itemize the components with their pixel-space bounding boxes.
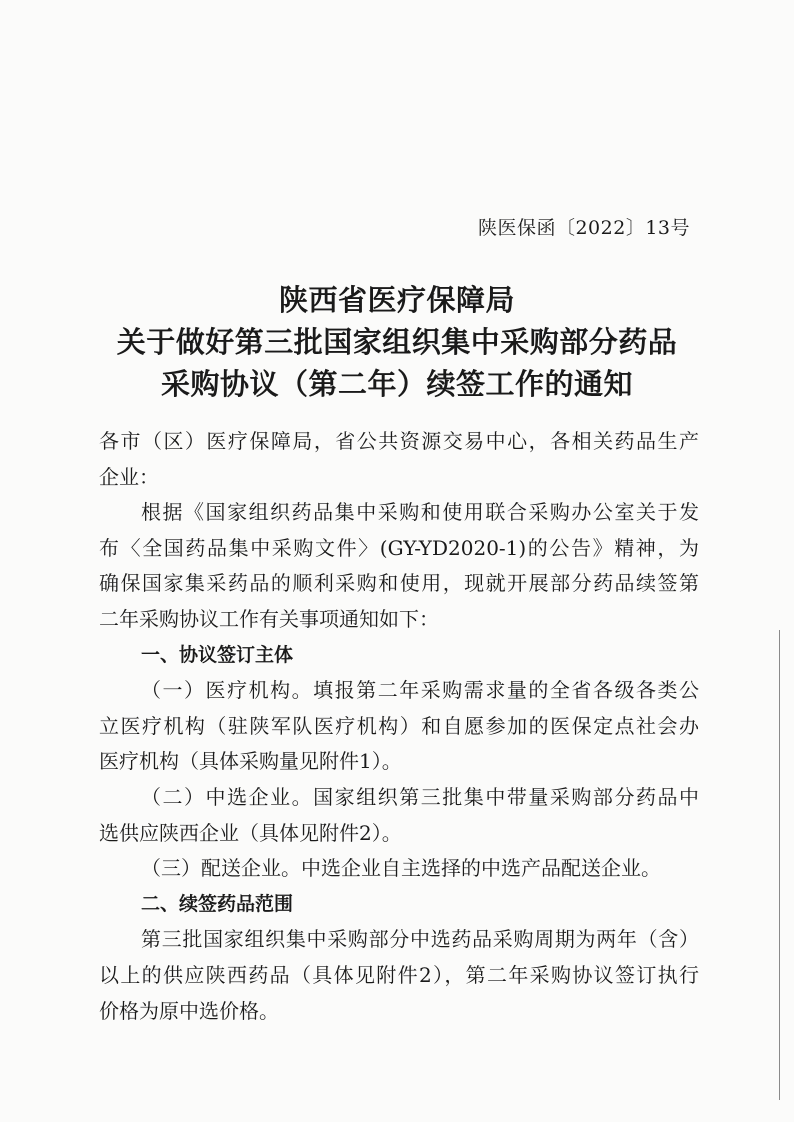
section-2-line-1: 第三批国家组织集中采购部分中选药品采购周期为两年（含） <box>141 927 699 952</box>
title-line-1: 陕西省医疗保障局 <box>278 283 515 317</box>
intro-line-2: 布〈全国药品集中采购文件〉(GY-YD2020-1)的公告》精神，为 <box>99 535 699 560</box>
section-1-item-2-line-2: 选供应陕西企业（具体见附件2）。 <box>99 820 402 845</box>
intro-line-3: 确保国家集采药品的顺利采购和使用，现就开展部分药品续签第 <box>99 571 699 596</box>
section-1-heading: 一、协议签订主体 <box>141 643 294 666</box>
section-1-item-3-line-1: （三）配送企业。中选企业自主选择的中选产品配送企业。 <box>141 856 661 881</box>
section-2-line-2: 以上的供应陕西药品（具体见附件2），第二年采购协议签订执行 <box>99 962 699 987</box>
section-2-heading: 二、续签药品范围 <box>141 892 294 915</box>
section-1-item-1-line-1: （一）医疗机构。填报第二年采购需求量的全省各级各类公 <box>141 678 699 703</box>
document-number: 陕医保函〔2022〕13号 <box>477 217 690 239</box>
intro-line-4: 二年采购协议工作有关事项通知如下： <box>99 606 439 631</box>
document-body <box>99 424 699 1029</box>
section-1-item-1-line-3: 医疗机构（具体采购量见附件1）。 <box>99 749 402 774</box>
page-edge-line <box>779 630 780 1100</box>
intro-line-1: 根据《国家组织药品集中采购和使用联合采购办公室关于发 <box>141 500 699 525</box>
addressee-line-1: 各市（区）医疗保障局，省公共资源交易中心，各相关药品生产 <box>99 429 699 453</box>
title-line-2: 关于做好第三批国家组织集中采购部分药品 <box>116 325 678 359</box>
section-1-item-2-line-1: （二）中选企业。国家组织第三批集中带量采购部分药品中 <box>141 784 699 809</box>
title-line-3: 采购协议（第二年）续签工作的通知 <box>160 367 633 401</box>
addressee-line-2: 企业： <box>99 464 159 489</box>
section-2-line-3: 价格为原中选价格。 <box>99 998 279 1023</box>
section-1-item-1-line-2: 立医疗机构（驻陕军队医疗机构）和自愿参加的医保定点社会办 <box>99 713 699 738</box>
